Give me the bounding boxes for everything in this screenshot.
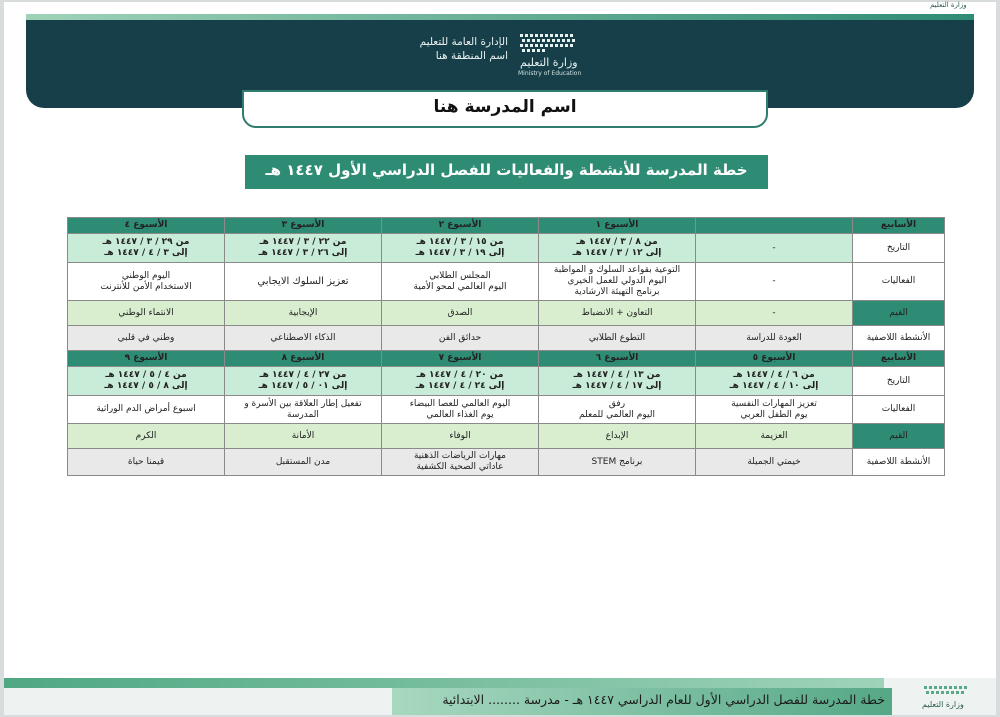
school-name: اسم المدرسة هنا xyxy=(433,97,577,117)
events-cell xyxy=(382,263,539,301)
event-line: الاستخدام الأمن للأنترنت xyxy=(100,281,192,292)
date-from: من ٢٩ / ٣ / ١٤٤٧ هـ xyxy=(102,237,190,247)
activity-cell: حدائق الفن xyxy=(382,326,539,351)
date-cell xyxy=(382,234,539,263)
event-line: تفعيل إطار العلاقة بين الأسرة و xyxy=(244,398,362,409)
row-label-activities: الأنشطة اللاصفية xyxy=(853,326,945,351)
week-header-cell: الأسبوع ٨ xyxy=(225,351,382,367)
events-cell xyxy=(225,263,382,301)
ministry-name-english: Ministry of Education xyxy=(518,70,582,77)
event-line: تعزيز المهارات النفسية xyxy=(731,398,817,409)
date-from: - xyxy=(772,242,776,253)
region-name-label: اسم المنطقة هنا xyxy=(435,50,508,62)
event-line: برنامج التهيئة الارشادية xyxy=(574,287,660,297)
date-cell xyxy=(539,234,696,263)
date-cell xyxy=(68,234,225,263)
activity-cell: وطني في قلبي xyxy=(68,326,225,351)
event-line: - xyxy=(772,276,776,286)
week-header-cell: الأسبوع ٣ xyxy=(225,218,382,234)
date-from: من ١٣ / ٤ / ١٤٤٧ هـ xyxy=(573,370,661,380)
date-to: إلى ٢٦ / ٣ / ١٤٤٧ هـ xyxy=(258,248,348,258)
value-cell: الصدق xyxy=(382,301,539,326)
activity-line: مدن المستقبل xyxy=(275,456,331,467)
week-header-cell: الأسبوع ١ xyxy=(539,218,696,234)
date-to: إلى ٨ / ٥ / ١٤٤٧ هـ xyxy=(104,381,188,391)
week-header-cell: الأسبوع ٥ xyxy=(696,351,853,367)
value-cell: الوفاء xyxy=(382,424,539,449)
general-administration-label: الإدارة العامة للتعليم xyxy=(419,36,508,48)
events-cell xyxy=(68,396,225,424)
school-name-box xyxy=(242,90,768,128)
value-cell: الكرم xyxy=(68,424,225,449)
values-row xyxy=(68,424,945,449)
activity-cell xyxy=(382,449,539,476)
week-header-cell: الأسبوع ٩ xyxy=(68,351,225,367)
events-cell xyxy=(225,396,382,424)
value-cell: العزيمة xyxy=(696,424,853,449)
row-label-weeks: الأسابيع xyxy=(853,351,945,367)
event-line: اسبوع أمراض الدم الوراثية xyxy=(96,404,196,414)
event-line: التوعية بقواعد السلوك و المواظبة xyxy=(553,265,681,275)
row-label-date: التاريخ xyxy=(853,367,945,396)
events-row xyxy=(68,396,945,424)
date-to: إلى ٠١ / ٥ / ١٤٤٧ هـ xyxy=(258,381,348,391)
row-label-events: الفعاليات xyxy=(853,263,945,301)
row-label-values: القيم xyxy=(853,301,945,326)
events-cell xyxy=(696,396,853,424)
week-header-cell: الأسبوع ٧ xyxy=(382,351,539,367)
activity-line: قيمنا حياة xyxy=(127,456,165,467)
weeks-header-row xyxy=(68,351,945,367)
plan-title: خطة المدرسة للأنشطة والفعاليات للفصل الدراسي الأول ١٤٤٧ هـ xyxy=(265,161,748,179)
events-cell xyxy=(539,396,696,424)
event-line: اليوم الدولي للعمل الخيري xyxy=(567,276,667,286)
ministry-name-arabic: وزارة التعليم xyxy=(520,56,578,69)
value-cell: - xyxy=(696,301,853,326)
activities-row xyxy=(68,449,945,476)
activities-plan-table xyxy=(67,217,945,476)
date-cell xyxy=(539,367,696,396)
activity-cell: التطوع الطلابي xyxy=(539,326,696,351)
event-line: المدرسة xyxy=(287,409,319,420)
date-from: من ١٥ / ٣ / ١٤٤٧ هـ xyxy=(416,237,504,247)
date-cell xyxy=(68,367,225,396)
activity-cell xyxy=(68,449,225,476)
value-cell: التعاون + الانضباط xyxy=(539,301,696,326)
activity-line: برنامج STEM xyxy=(591,456,643,467)
event-line: المجلس الطلابي xyxy=(429,270,491,281)
row-label-values: القيم xyxy=(853,424,945,449)
event-line: اليوم العالمي للعصا البيضاء xyxy=(409,398,511,409)
events-cell xyxy=(382,396,539,424)
date-from: من ٢٢ / ٣ / ١٤٤٧ هـ xyxy=(259,237,347,247)
event-line: اليوم العالمي للمعلم xyxy=(579,409,655,420)
events-cell xyxy=(539,263,696,301)
date-row xyxy=(68,367,945,396)
events-cell xyxy=(68,263,225,301)
date-cell xyxy=(696,234,853,263)
date-to: إلى ٣ / ٤ / ١٤٤٧ هـ xyxy=(104,248,188,258)
date-cell xyxy=(382,367,539,396)
row-label-activities: الأنشطة اللاصفية xyxy=(853,449,945,476)
value-cell: الأمانة xyxy=(225,424,382,449)
plan-title-box xyxy=(245,155,768,189)
date-to: إلى ١٩ / ٣ / ١٤٤٧ هـ xyxy=(415,248,505,258)
date-from: من ٢٧ / ٤ / ١٤٤٧ هـ xyxy=(259,370,347,380)
date-from: من ٦ / ٤ / ١٤٤٧ هـ xyxy=(733,370,815,380)
top-corner-logo-text: وزارة التعليم xyxy=(930,1,967,9)
date-cell xyxy=(225,234,382,263)
events-cell xyxy=(696,263,853,301)
footer-text: خطة المدرسة للفصل الدراسي الأول للعام الدراسي ١٤٤٧ هـ - مدرسة ........ الابتدائية xyxy=(442,692,885,707)
activity-cell xyxy=(539,449,696,476)
date-from: من ٨ / ٣ / ١٤٤٧ هـ xyxy=(576,237,658,247)
date-row xyxy=(68,234,945,263)
event-line: تعزيز السلوك الايجابي xyxy=(257,276,349,287)
event-line: يوم الغذاء العالمي xyxy=(426,409,494,420)
row-label-date: التاريخ xyxy=(853,234,945,263)
activity-line: خيمتي الجميلة xyxy=(747,456,801,467)
row-label-events: الفعاليات xyxy=(853,396,945,424)
event-line: اليوم الوطني xyxy=(121,270,171,281)
event-line: يوم الطفل العربي xyxy=(740,409,808,420)
date-cell xyxy=(225,367,382,396)
week-header-cell xyxy=(696,218,853,234)
date-to: إلى ١٧ / ٤ / ١٤٤٧ هـ xyxy=(572,381,662,391)
date-from: من ٢٠ / ٤ / ١٤٤٧ هـ xyxy=(416,370,504,380)
activities-row xyxy=(68,326,945,351)
activity-cell xyxy=(225,449,382,476)
week-header-cell: الأسبوع ٦ xyxy=(539,351,696,367)
activity-cell xyxy=(696,449,853,476)
values-row xyxy=(68,301,945,326)
activity-line: عاداتي الصحية الكشفية xyxy=(416,462,504,472)
activity-cell: العودة للدراسة xyxy=(696,326,853,351)
week-header-cell: الأسبوع ٢ xyxy=(382,218,539,234)
footer-accent-strip xyxy=(4,678,884,688)
date-to: إلى ٢٤ / ٤ / ١٤٤٧ هـ xyxy=(415,381,505,391)
value-cell: الإيجابية xyxy=(225,301,382,326)
activity-line: مهارات الرياضات الذهنية xyxy=(413,451,507,461)
activity-cell: الذكاء الاصطناعي xyxy=(225,326,382,351)
event-line: رفق xyxy=(608,398,626,409)
date-from: من ٤ / ٥ / ١٤٤٧ هـ xyxy=(105,370,187,380)
footer-ministry-name: وزارة التعليم xyxy=(922,700,964,709)
event-line: اليوم العالمي لمحو الأمية xyxy=(413,281,507,292)
date-cell xyxy=(696,367,853,396)
events-row xyxy=(68,263,945,301)
value-cell: الإبداع xyxy=(539,424,696,449)
date-to: إلى ١٠ / ٤ / ١٤٤٧ هـ xyxy=(729,381,819,391)
row-label-weeks: الأسابيع xyxy=(853,218,945,234)
date-to: إلى ١٢ / ٣ / ١٤٤٧ هـ xyxy=(572,248,662,258)
value-cell: الانتماء الوطني xyxy=(68,301,225,326)
weeks-header-row xyxy=(68,218,945,234)
week-header-cell: الأسبوع ٤ xyxy=(68,218,225,234)
